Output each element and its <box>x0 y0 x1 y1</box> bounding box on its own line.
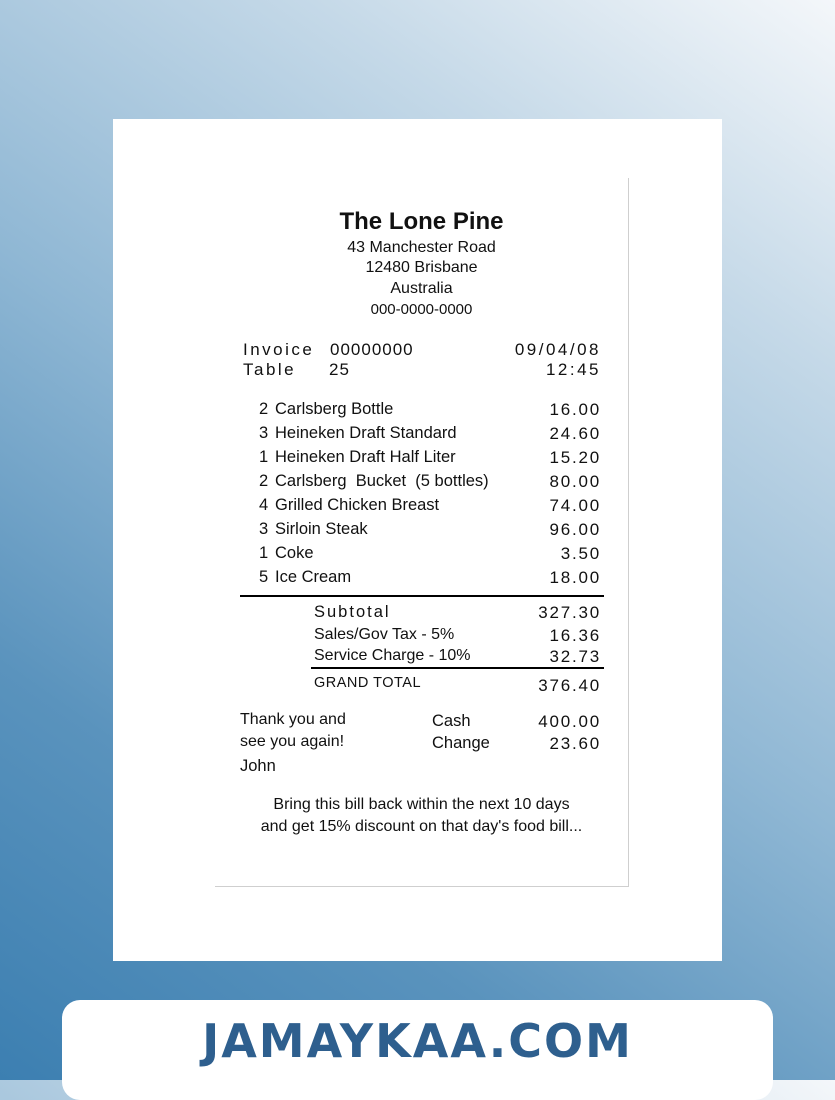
item-name: Sirloin Steak <box>275 520 368 538</box>
item-name: Carlsberg Bucket (5 bottles) <box>275 472 489 490</box>
change-label: Change <box>432 734 490 752</box>
item-qty: 3 <box>259 520 269 538</box>
service-charge-amount: 32.73 <box>549 647 601 666</box>
watermark-banner <box>62 1000 773 1100</box>
cash-amount: 400.00 <box>538 712 601 731</box>
item-name: Coke <box>275 544 314 562</box>
tax-label: Sales/Gov Tax - 5% <box>314 626 455 643</box>
table-number: 25 <box>329 360 350 379</box>
invoice-number: 00000000 <box>330 340 414 359</box>
item-name: Ice Cream <box>275 568 352 586</box>
grand-total-label: GRAND TOTAL <box>314 675 422 691</box>
address-line-3: Australia <box>390 280 453 297</box>
service-charge-label: Service Charge - 10% <box>314 647 471 664</box>
item-name: Heineken Draft Half Liter <box>275 448 456 466</box>
item-amount: 15.20 <box>549 448 601 467</box>
item-amount: 80.00 <box>549 472 601 491</box>
item-qty: 1 <box>259 448 269 466</box>
item-name: Heineken Draft Standard <box>275 424 457 442</box>
item-amount: 24.60 <box>549 424 601 443</box>
table-label: Table <box>243 360 297 379</box>
invoice-date: 09/04/08 <box>514 340 601 359</box>
item-name: Grilled Chicken Breast <box>275 496 440 514</box>
restaurant-name: The Lone Pine <box>339 208 504 235</box>
thanks-line-1: Thank you and <box>240 711 346 728</box>
brand-watermark: JAMAYKAA.COM <box>202 1014 633 1068</box>
invoice-time: 12:45 <box>545 360 601 379</box>
subtotal-amount: 327.30 <box>538 603 601 622</box>
item-qty: 4 <box>259 496 269 514</box>
server-name: John <box>240 757 276 775</box>
items-divider <box>240 595 604 597</box>
item-qty: 1 <box>259 544 269 562</box>
item-amount: 16.00 <box>549 400 601 419</box>
grand-total-amount: 376.40 <box>538 676 601 695</box>
cash-label: Cash <box>432 712 471 730</box>
item-qty: 2 <box>259 400 269 418</box>
thanks-line-2: see you again! <box>240 733 345 750</box>
address-line-2: 12480 Brisbane <box>365 259 478 276</box>
item-amount: 18.00 <box>549 568 601 587</box>
total-divider <box>311 667 604 669</box>
promo-line-2: and get 15% discount on that day's food bill... <box>260 818 583 835</box>
item-qty: 2 <box>259 472 269 490</box>
item-amount: 3.50 <box>560 544 601 563</box>
item-qty: 5 <box>259 568 269 586</box>
phone-number: 000-0000-0000 <box>370 301 473 318</box>
promo-line-1: Bring this bill back within the next 10 days <box>273 796 570 813</box>
item-qty: 3 <box>259 424 269 442</box>
receipt <box>215 178 629 887</box>
item-amount: 96.00 <box>549 520 601 539</box>
address-line-1: 43 Manchester Road <box>347 239 496 256</box>
change-amount: 23.60 <box>549 734 601 753</box>
item-amount: 74.00 <box>549 496 601 515</box>
subtotal-label: Subtotal <box>314 603 391 621</box>
tax-amount: 16.36 <box>549 626 601 645</box>
item-name: Carlsberg Bottle <box>275 400 394 418</box>
invoice-label: Invoice <box>243 340 315 359</box>
